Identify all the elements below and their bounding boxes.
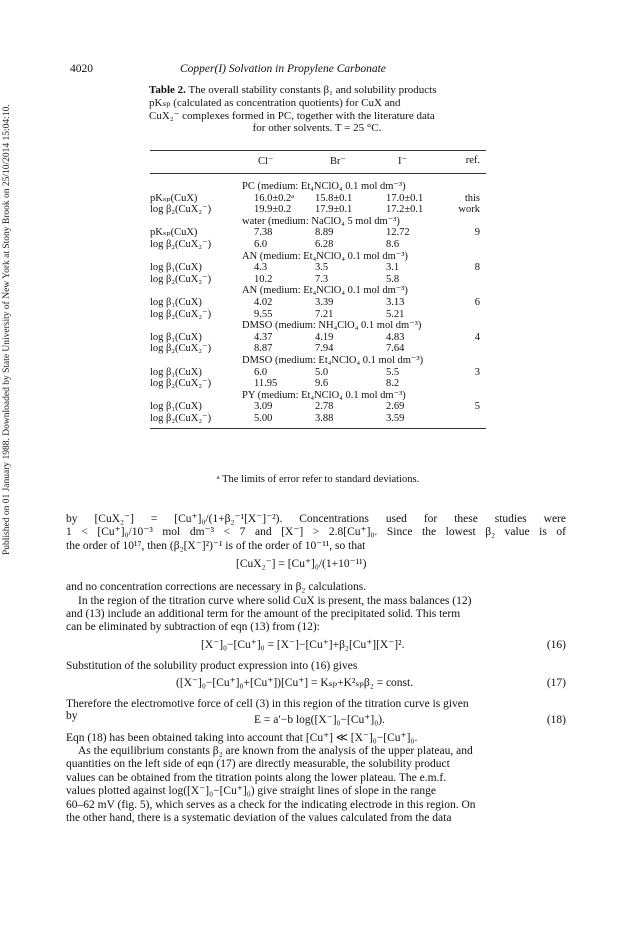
cell-cl: 4.3 bbox=[254, 262, 268, 274]
medium-label: PC (medium: Et₄NClO₄ 0.1 mol dm⁻³) bbox=[242, 181, 406, 192]
cell-br: 2.78 bbox=[315, 401, 334, 413]
text-line: and (13) include an additional term for the amount of the precipitated solid. This term bbox=[66, 608, 461, 621]
row-label: log β₁(CuX) bbox=[150, 262, 202, 274]
cell-br: 4.19 bbox=[315, 331, 334, 343]
cell-i: 3.13 bbox=[386, 296, 405, 308]
table-row bbox=[150, 262, 486, 274]
cell-i: 5.21 bbox=[386, 308, 405, 320]
row-label: log β₂(CuX₂⁻) bbox=[150, 204, 212, 216]
table-top-rule bbox=[150, 150, 486, 151]
cell-ref: 4 bbox=[474, 331, 480, 343]
row-label: log β₂(CuX₂⁻) bbox=[150, 308, 212, 320]
caption-line: The overall stability constants β₁ and solubility products bbox=[188, 84, 437, 96]
cell-br: 17.9±0.1 bbox=[315, 204, 353, 216]
running-title: Copper(I) Solvation in Propylene Carbonate bbox=[180, 63, 386, 75]
equation-16 bbox=[66, 638, 566, 660]
row-label: log β₁(CuX) bbox=[150, 296, 202, 308]
table-row bbox=[150, 297, 486, 309]
medium-label: PY (medium: Et₄NClO₄ 0.1 mol dm⁻³) bbox=[242, 389, 406, 401]
row-label: pKₛₚ(CuX) bbox=[150, 192, 198, 204]
row-label: log β₂(CuX₂⁻) bbox=[150, 343, 212, 355]
cell-cl: 3.09 bbox=[254, 401, 273, 413]
text-by: by bbox=[66, 709, 78, 722]
body-text bbox=[66, 513, 566, 826]
table-header bbox=[150, 155, 486, 169]
cell-cl: 6.0 bbox=[254, 238, 268, 250]
cell-br: 5.0 bbox=[315, 366, 329, 378]
cell-cl: 10.2 bbox=[254, 273, 273, 285]
table-row bbox=[150, 378, 486, 390]
row-label: log β₂(CuX₂⁻) bbox=[150, 273, 212, 285]
medium-label: DMSO (medium: NH₄ClO₄ 0.1 mol dm⁻³) bbox=[242, 320, 422, 332]
table-medium-row bbox=[150, 355, 486, 367]
cell-i: 8.6 bbox=[386, 238, 400, 250]
table-medium-row bbox=[150, 251, 486, 263]
table-medium-row bbox=[150, 285, 486, 297]
table-medium-row bbox=[150, 390, 486, 402]
text-line: and no concentration corrections are necessary in β₂ calculations. bbox=[66, 581, 367, 594]
text-line: values can be obtained from the titration points along the lower plateau. The e.m.f. bbox=[66, 771, 447, 784]
paragraph bbox=[66, 745, 566, 825]
text-line: As the equilibrium constants β₂ are known from the analysis of the upper plateau, and bbox=[78, 745, 473, 758]
caption-line: pKₛₚ (calculated as concentration quotients) for CuX and bbox=[149, 96, 401, 109]
cell-i: 3.1 bbox=[386, 262, 400, 274]
table-row bbox=[150, 401, 486, 413]
cell-i: 5.8 bbox=[386, 273, 400, 285]
equation-17 bbox=[66, 676, 566, 698]
cell-i: 12.72 bbox=[386, 227, 410, 239]
text-line: the other hand, there is a systematic deviation of the values calculated from the data bbox=[66, 812, 452, 825]
col-header-ref: ref. bbox=[465, 155, 480, 166]
cell-br: 6.28 bbox=[315, 238, 334, 250]
cell-ref: 9 bbox=[474, 227, 480, 239]
table-medium-row bbox=[150, 320, 486, 332]
cell-br: 3.5 bbox=[315, 262, 329, 274]
cell-i: 8.2 bbox=[386, 378, 400, 390]
text-line: can be eliminated by subtraction of eqn (13) from (12): bbox=[66, 621, 320, 634]
page-number: 4020 bbox=[70, 63, 93, 75]
cell-br: 7.3 bbox=[315, 273, 329, 285]
cell-cl: 7.38 bbox=[254, 227, 273, 239]
table-row bbox=[150, 204, 486, 216]
text-line: Therefore the electromotive force of cell (3) in this region of the titration curve is given bbox=[66, 698, 469, 711]
table-header-rule bbox=[150, 173, 486, 174]
cell-ref: 5 bbox=[474, 401, 480, 413]
cell-cl: 4.02 bbox=[254, 296, 273, 308]
text-line: the order of 10¹⁷, then (β₂[X⁻]²)⁻¹ is of the order of 10⁻¹¹, so that bbox=[66, 539, 366, 552]
equation-text: E = a′−b log([X⁻]₀−[Cu⁺]₀). bbox=[254, 713, 385, 726]
caption-line: CuX₂⁻ complexes formed in PC, together with the literature data bbox=[149, 109, 435, 122]
publication-stamp: Published on 01 January 1988. Downloaded by State University of New York at Stony Brook on 25/10/2014 15:04:10. bbox=[2, 104, 12, 556]
cell-i: 4.83 bbox=[386, 331, 405, 343]
paragraph bbox=[66, 513, 566, 553]
cell-cl: 4.37 bbox=[254, 331, 273, 343]
cell-br: 3.39 bbox=[315, 296, 334, 308]
medium-label: DMSO (medium: Et₄NClO₄ 0.1 mol dm⁻³) bbox=[242, 354, 424, 366]
medium-label: AN (medium: Et₄NClO₄ 0.1 mol dm⁻³) bbox=[242, 285, 408, 297]
text-line: values plotted against log([X⁻]₀−[Cu⁺]₀) give straight lines of slope in the range bbox=[66, 785, 436, 798]
row-label: log β₂(CuX₂⁻) bbox=[150, 412, 212, 424]
medium-label: water (medium: NaClO₄ 5 mol dm⁻³) bbox=[242, 215, 400, 227]
cell-cl: 19.9±0.2 bbox=[254, 204, 292, 216]
text-line: by [CuX₂⁻] = [Cu⁺]₀/(1+β₂⁻¹[X⁻]⁻²). Concentrations used for these studies were bbox=[66, 513, 566, 525]
table-row bbox=[150, 227, 486, 239]
table-medium-row bbox=[150, 216, 486, 228]
text-line: Eqn (18) has been obtained taking into account that [Cu⁺] ≪ [X⁻]₀−[Cu⁺]₀. bbox=[66, 731, 418, 744]
table-footnote: ᵃ The limits of error refer to standard deviations. bbox=[216, 474, 420, 485]
equation-number: (17) bbox=[546, 677, 566, 690]
cell-i: 7.64 bbox=[386, 343, 405, 355]
cell-cl: 5.00 bbox=[254, 412, 273, 424]
cell-ref: 6 bbox=[474, 296, 480, 308]
row-label: pKₛₚ(CuX) bbox=[150, 227, 198, 239]
table-body bbox=[150, 181, 486, 424]
table-row bbox=[150, 343, 486, 355]
table-row bbox=[150, 413, 486, 425]
cell-br: 8.89 bbox=[315, 227, 334, 239]
cell-cl: 6.0 bbox=[254, 366, 268, 378]
medium-label: AN (medium: Et₄NClO₄ 0.1 mol dm⁻³) bbox=[242, 250, 408, 262]
text-line: 60–62 mV (fig. 5), which serves as a check for the indicating electrode in this region. On bbox=[66, 798, 476, 811]
cell-br: 7.94 bbox=[315, 343, 334, 355]
equation bbox=[66, 557, 566, 579]
text-line: In the region of the titration curve where solid CuX is present, the mass balances (12) bbox=[78, 594, 472, 607]
row-label: log β₁(CuX) bbox=[150, 366, 202, 378]
col-header-br: Br⁻ bbox=[330, 156, 347, 167]
cell-cl: 8.87 bbox=[254, 343, 273, 355]
row-label: log β₁(CuX) bbox=[150, 401, 202, 413]
cell-i: 17.2±0.1 bbox=[386, 204, 424, 216]
equation-text: [X⁻]₀−[Cu⁺]₀ = [X⁻]−[Cu⁺]+β₂[Cu⁺][X⁻]². bbox=[201, 638, 405, 651]
text-line: quantities on the left side of eqn (17) are directly measurable, the solubility product bbox=[66, 758, 450, 771]
cell-i: 17.0±0.1 bbox=[386, 192, 424, 204]
cell-i: 3.59 bbox=[386, 412, 405, 424]
cell-ref: work bbox=[458, 204, 480, 216]
text-line: 1 < [Cu⁺]₀/10⁻³ mol dm⁻³ < 7 and [X⁻] > 2.8[Cu⁺]₀. Since the lowest β₂ value is of bbox=[66, 526, 566, 539]
cell-br: 7.21 bbox=[315, 308, 334, 320]
col-header-cl: Cl⁻ bbox=[258, 156, 274, 167]
table-caption bbox=[149, 84, 485, 135]
equation-18 bbox=[66, 709, 566, 728]
table-row bbox=[150, 193, 486, 205]
table-label: Table 2. bbox=[149, 84, 186, 96]
equation-number: (18) bbox=[546, 713, 566, 726]
table-bottom-rule bbox=[150, 428, 486, 429]
row-label: log β₁(CuX) bbox=[150, 331, 202, 343]
cell-cl: 9.55 bbox=[254, 308, 273, 320]
cell-i: 2.69 bbox=[386, 401, 405, 413]
equation-number: (16) bbox=[546, 638, 566, 651]
paragraph bbox=[66, 581, 566, 635]
table-medium-row bbox=[150, 181, 486, 193]
cell-cl: 11.95 bbox=[254, 378, 278, 390]
cell-br: 9.6 bbox=[315, 378, 329, 390]
cell-ref: 3 bbox=[474, 366, 480, 378]
table-row bbox=[150, 367, 486, 379]
cell-i: 5.5 bbox=[386, 366, 400, 378]
table-row bbox=[150, 309, 486, 321]
col-header-i: I⁻ bbox=[398, 156, 408, 167]
table-row bbox=[150, 239, 486, 251]
cell-ref: 8 bbox=[474, 262, 480, 274]
caption-line: for other solvents. T = 25 °C. bbox=[252, 122, 382, 135]
cell-br: 15.8±0.1 bbox=[315, 192, 353, 204]
table-row bbox=[150, 332, 486, 344]
row-label: log β₂(CuX₂⁻) bbox=[150, 378, 212, 390]
equation-text: ([X⁻]₀−[Cu⁺]₀+[Cu⁺])[Cu⁺] = Kₛₚ+K²ₛₚβ₂ = const. bbox=[176, 677, 414, 690]
equation-text: [CuX₂⁻] = [Cu⁺]₀/(1+10⁻¹¹) bbox=[236, 558, 367, 571]
row-label: log β₂(CuX₂⁻) bbox=[150, 238, 212, 250]
table-row bbox=[150, 274, 486, 286]
cell-br: 3.88 bbox=[315, 412, 334, 424]
cell-ref: this bbox=[464, 192, 480, 204]
cell-cl: 16.0±0.2ᵃ bbox=[254, 192, 295, 204]
text-line: Substitution of the solubility product expression into (16) gives bbox=[66, 659, 358, 672]
